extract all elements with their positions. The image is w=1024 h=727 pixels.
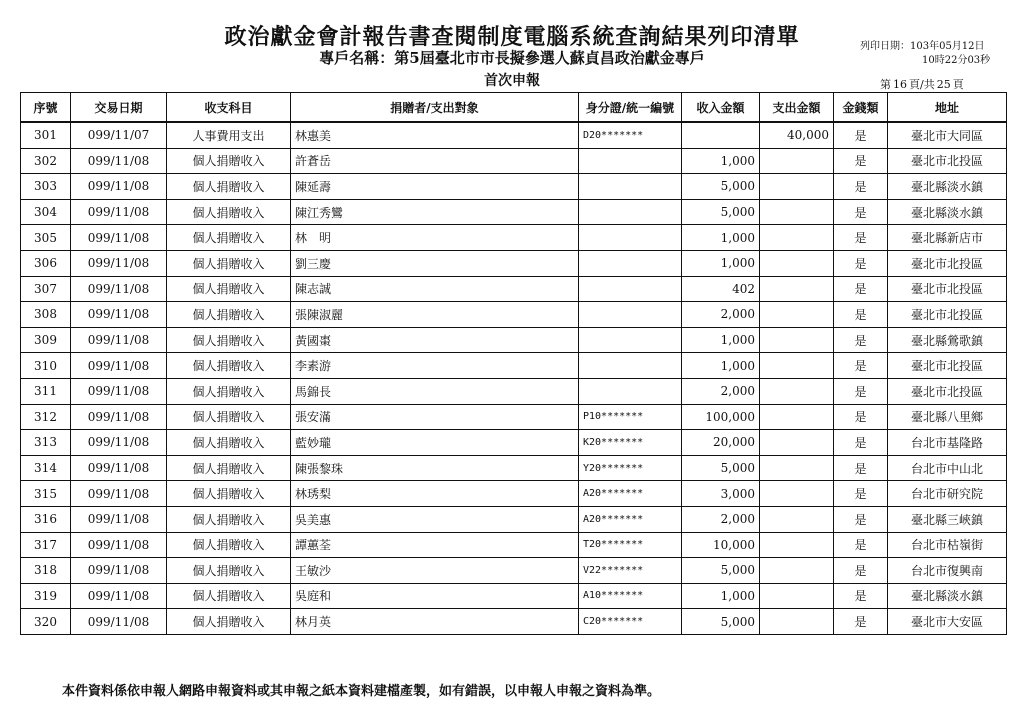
- monetary-cell: 是: [834, 250, 888, 276]
- category-cell: 個人捐贈收入: [167, 583, 291, 609]
- income-cell: 5,000: [682, 558, 760, 584]
- print-time: 10時22分03秒: [922, 55, 991, 66]
- serial-cell: 304: [21, 199, 71, 225]
- print-date: 103年05月12日: [910, 41, 985, 52]
- header-id-number: 身分證/統一編號: [579, 93, 682, 123]
- date-cell: 099/11/08: [71, 404, 167, 430]
- table-row: [21, 506, 1007, 532]
- monetary-cell: 是: [834, 558, 888, 584]
- address-cell: 臺北市北投區: [888, 276, 1007, 302]
- income-cell: 402: [682, 276, 760, 302]
- serial-cell: 308: [21, 302, 71, 328]
- monetary-cell: 是: [834, 174, 888, 200]
- date-cell: 099/11/08: [71, 148, 167, 174]
- address-cell: 台北市復興南: [888, 558, 1007, 584]
- table-row: [21, 327, 1007, 353]
- monetary-cell: 是: [834, 481, 888, 507]
- id-number-cell: [579, 225, 682, 251]
- table-row: [21, 174, 1007, 200]
- counterparty-cell: 張陳淑麗: [291, 302, 579, 328]
- header-date: 交易日期: [71, 93, 167, 123]
- id-number-cell: C20*******: [579, 609, 682, 635]
- table-row: [21, 225, 1007, 251]
- expense-cell: [760, 430, 834, 456]
- account-name-label: 專戶名稱：: [319, 49, 395, 67]
- expense-cell: [760, 455, 834, 481]
- header-serial: 序號: [21, 93, 71, 123]
- counterparty-cell: 馬錦長: [291, 378, 579, 404]
- address-cell: 台北市基隆路: [888, 430, 1007, 456]
- page-suffix: 頁: [952, 78, 964, 91]
- date-cell: 099/11/08: [71, 481, 167, 507]
- expense-cell: [760, 225, 834, 251]
- id-number-cell: T20*******: [579, 532, 682, 558]
- id-number-cell: [579, 148, 682, 174]
- counterparty-cell: 吳美惠: [291, 506, 579, 532]
- id-number-cell: [579, 378, 682, 404]
- table-row: [21, 583, 1007, 609]
- table-row: [21, 148, 1007, 174]
- address-cell: 臺北市北投區: [888, 302, 1007, 328]
- serial-cell: 312: [21, 404, 71, 430]
- expense-cell: [760, 276, 834, 302]
- id-number-cell: [579, 302, 682, 328]
- date-cell: 099/11/08: [71, 532, 167, 558]
- address-cell: 臺北縣淡水鎮: [888, 199, 1007, 225]
- date-cell: 099/11/08: [71, 327, 167, 353]
- income-cell: 1,000: [682, 250, 760, 276]
- income-cell: 2,000: [682, 378, 760, 404]
- date-cell: 099/11/08: [71, 353, 167, 379]
- serial-cell: 316: [21, 506, 71, 532]
- id-number-cell: Y20*******: [579, 455, 682, 481]
- expense-cell: [760, 378, 834, 404]
- id-number-cell: [579, 327, 682, 353]
- serial-cell: 309: [21, 327, 71, 353]
- category-cell: 個人捐贈收入: [167, 276, 291, 302]
- date-cell: 099/11/08: [71, 199, 167, 225]
- id-number-cell: [579, 276, 682, 302]
- expense-cell: [760, 583, 834, 609]
- counterparty-cell: 張安滿: [291, 404, 579, 430]
- expense-cell: [760, 148, 834, 174]
- id-number-cell: V22*******: [579, 558, 682, 584]
- id-number-cell: [579, 353, 682, 379]
- date-cell: 099/11/07: [71, 122, 167, 148]
- category-cell: 個人捐贈收入: [167, 532, 291, 558]
- report-title: 政治獻金會計報告書查閱制度電腦系統查詢結果列印清單: [224, 24, 800, 50]
- income-cell: 2,000: [682, 302, 760, 328]
- page-current: 16: [893, 78, 907, 91]
- header-row: [21, 93, 1007, 123]
- monetary-cell: 是: [834, 583, 888, 609]
- id-number-cell: D20*******: [579, 122, 682, 148]
- page-total: 25: [936, 78, 951, 91]
- monetary-cell: 是: [834, 430, 888, 456]
- serial-cell: 320: [21, 609, 71, 635]
- address-cell: 臺北市北投區: [888, 353, 1007, 379]
- serial-cell: 303: [21, 174, 71, 200]
- header-income: 收入金額: [682, 93, 760, 123]
- counterparty-cell: 陳延壽: [291, 174, 579, 200]
- address-cell: 臺北縣八里鄉: [888, 404, 1007, 430]
- date-cell: 099/11/08: [71, 609, 167, 635]
- date-cell: 099/11/08: [71, 276, 167, 302]
- date-cell: 099/11/08: [71, 455, 167, 481]
- id-number-cell: [579, 174, 682, 200]
- monetary-cell: 是: [834, 506, 888, 532]
- table-row: [21, 122, 1007, 148]
- counterparty-cell: 陳志誠: [291, 276, 579, 302]
- counterparty-cell: 陳江秀鸞: [291, 199, 579, 225]
- address-cell: 台北市枯嶺街: [888, 532, 1007, 558]
- serial-cell: 311: [21, 378, 71, 404]
- monetary-cell: 是: [834, 404, 888, 430]
- expense-cell: [760, 506, 834, 532]
- monetary-cell: 是: [834, 378, 888, 404]
- address-cell: 台北市中山北: [888, 455, 1007, 481]
- category-cell: 個人捐贈收入: [167, 609, 291, 635]
- monetary-cell: 是: [834, 276, 888, 302]
- address-cell: 臺北縣淡水鎮: [888, 583, 1007, 609]
- expense-cell: [760, 353, 834, 379]
- category-cell: 個人捐贈收入: [167, 148, 291, 174]
- address-cell: 臺北縣新店市: [888, 225, 1007, 251]
- serial-cell: 313: [21, 430, 71, 456]
- serial-cell: 310: [21, 353, 71, 379]
- serial-cell: 306: [21, 250, 71, 276]
- serial-cell: 307: [21, 276, 71, 302]
- header-monetary: 金錢類: [834, 93, 888, 123]
- date-cell: 099/11/08: [71, 378, 167, 404]
- expense-cell: [760, 481, 834, 507]
- footer-note: 本件資料係依申報人網路申報資料或其申報之紙本資料建檔產製，如有錯誤，以申報人申報之資料為準。: [62, 684, 661, 699]
- table-row: [21, 481, 1007, 507]
- table-row: [21, 302, 1007, 328]
- address-cell: 臺北縣鶯歌鎮: [888, 327, 1007, 353]
- table-row: [21, 378, 1007, 404]
- serial-cell: 317: [21, 532, 71, 558]
- income-cell: 5,000: [682, 199, 760, 225]
- id-number-cell: [579, 199, 682, 225]
- address-cell: 臺北縣三峽鎮: [888, 506, 1007, 532]
- category-cell: 個人捐贈收入: [167, 430, 291, 456]
- monetary-cell: 是: [834, 353, 888, 379]
- date-cell: 099/11/08: [71, 225, 167, 251]
- header-address: 地址: [888, 93, 1007, 123]
- address-cell: 臺北市北投區: [888, 148, 1007, 174]
- monetary-cell: 是: [834, 199, 888, 225]
- report-type: 首次申報: [484, 73, 540, 89]
- expense-cell: [760, 404, 834, 430]
- address-cell: 臺北市大同區: [888, 122, 1007, 148]
- category-cell: 人事費用支出: [167, 122, 291, 148]
- monetary-cell: 是: [834, 532, 888, 558]
- counterparty-cell: 譚蕙荃: [291, 532, 579, 558]
- counterparty-cell: 林惠美: [291, 122, 579, 148]
- id-number-cell: A10*******: [579, 583, 682, 609]
- serial-cell: 302: [21, 148, 71, 174]
- address-cell: 臺北縣淡水鎮: [888, 174, 1007, 200]
- category-cell: 個人捐贈收入: [167, 481, 291, 507]
- counterparty-cell: 黃國棗: [291, 327, 579, 353]
- expense-cell: [760, 609, 834, 635]
- table-row: [21, 250, 1007, 276]
- account-name: 第5屆臺北市市長擬參選人蘇貞昌政治獻金專戶: [394, 49, 705, 67]
- income-cell: 5,000: [682, 174, 760, 200]
- serial-cell: 314: [21, 455, 71, 481]
- table-row: [21, 276, 1007, 302]
- category-cell: 個人捐贈收入: [167, 378, 291, 404]
- expense-cell: [760, 558, 834, 584]
- print-info: [860, 40, 1020, 68]
- id-number-cell: A20*******: [579, 506, 682, 532]
- page-mid: 頁/共: [909, 78, 935, 91]
- monetary-cell: 是: [834, 327, 888, 353]
- serial-cell: 305: [21, 225, 71, 251]
- address-cell: 台北市研究院: [888, 481, 1007, 507]
- counterparty-cell: 李素游: [291, 353, 579, 379]
- income-cell: 2,000: [682, 506, 760, 532]
- serial-cell: 319: [21, 583, 71, 609]
- counterparty-cell: 陳張黎珠: [291, 455, 579, 481]
- income-cell: 10,000: [682, 532, 760, 558]
- header-category: 收支科目: [167, 93, 291, 123]
- category-cell: 個人捐贈收入: [167, 225, 291, 251]
- category-cell: 個人捐贈收入: [167, 404, 291, 430]
- address-cell: 臺北市北投區: [888, 378, 1007, 404]
- expense-cell: [760, 302, 834, 328]
- table-row: [21, 430, 1007, 456]
- table-row: [21, 455, 1007, 481]
- header-expense: 支出金額: [760, 93, 834, 123]
- monetary-cell: 是: [834, 302, 888, 328]
- table-row: [21, 532, 1007, 558]
- address-cell: 臺北市北投區: [888, 250, 1007, 276]
- date-cell: 099/11/08: [71, 558, 167, 584]
- counterparty-cell: 許蒼岳: [291, 148, 579, 174]
- income-cell: 1,000: [682, 353, 760, 379]
- income-cell: [682, 122, 760, 148]
- date-cell: 099/11/08: [71, 302, 167, 328]
- expense-cell: 40,000: [760, 122, 834, 148]
- counterparty-cell: 王敏沙: [291, 558, 579, 584]
- expense-cell: [760, 174, 834, 200]
- income-cell: 5,000: [682, 609, 760, 635]
- counterparty-cell: 藍妙瓏: [291, 430, 579, 456]
- address-cell: 臺北市大安區: [888, 609, 1007, 635]
- category-cell: 個人捐贈收入: [167, 558, 291, 584]
- income-cell: 5,000: [682, 455, 760, 481]
- id-number-cell: A20*******: [579, 481, 682, 507]
- table-row: [21, 609, 1007, 635]
- date-cell: 099/11/08: [71, 583, 167, 609]
- table-row: [21, 558, 1007, 584]
- category-cell: 個人捐贈收入: [167, 506, 291, 532]
- counterparty-cell: 劉三慶: [291, 250, 579, 276]
- print-date-line: [860, 40, 1020, 54]
- monetary-cell: 是: [834, 148, 888, 174]
- income-cell: 100,000: [682, 404, 760, 430]
- category-cell: 個人捐贈收入: [167, 199, 291, 225]
- expense-cell: [760, 327, 834, 353]
- category-cell: 個人捐贈收入: [167, 174, 291, 200]
- expense-cell: [760, 199, 834, 225]
- serial-cell: 301: [21, 122, 71, 148]
- income-cell: 1,000: [682, 327, 760, 353]
- monetary-cell: 是: [834, 609, 888, 635]
- expense-cell: [760, 250, 834, 276]
- id-number-cell: P10*******: [579, 404, 682, 430]
- monetary-cell: 是: [834, 225, 888, 251]
- counterparty-cell: 林月英: [291, 609, 579, 635]
- date-cell: 099/11/08: [71, 250, 167, 276]
- date-cell: 099/11/08: [71, 174, 167, 200]
- monetary-cell: 是: [834, 122, 888, 148]
- income-cell: 3,000: [682, 481, 760, 507]
- category-cell: 個人捐贈收入: [167, 250, 291, 276]
- page-indicator: [880, 76, 1020, 92]
- category-cell: 個人捐贈收入: [167, 455, 291, 481]
- date-cell: 099/11/08: [71, 430, 167, 456]
- id-number-cell: [579, 250, 682, 276]
- table-row: [21, 404, 1007, 430]
- counterparty-cell: 林 明: [291, 225, 579, 251]
- income-cell: 20,000: [682, 430, 760, 456]
- print-date-label: 列印日期：: [860, 41, 910, 52]
- date-cell: 099/11/08: [71, 506, 167, 532]
- category-cell: 個人捐贈收入: [167, 353, 291, 379]
- serial-cell: 315: [21, 481, 71, 507]
- income-cell: 1,000: [682, 583, 760, 609]
- monetary-cell: 是: [834, 455, 888, 481]
- id-number-cell: K20*******: [579, 430, 682, 456]
- income-cell: 1,000: [682, 148, 760, 174]
- page-prefix: 第: [880, 78, 891, 91]
- counterparty-cell: 林琇梨: [291, 481, 579, 507]
- category-cell: 個人捐贈收入: [167, 302, 291, 328]
- expense-cell: [760, 532, 834, 558]
- header-counterparty: 捐贈者/支出對象: [291, 93, 579, 123]
- category-cell: 個人捐贈收入: [167, 327, 291, 353]
- income-cell: 1,000: [682, 225, 760, 251]
- serial-cell: 318: [21, 558, 71, 584]
- table-row: [21, 353, 1007, 379]
- ledger-table: [20, 92, 1007, 635]
- table-row: [21, 199, 1007, 225]
- counterparty-cell: 吳庭和: [291, 583, 579, 609]
